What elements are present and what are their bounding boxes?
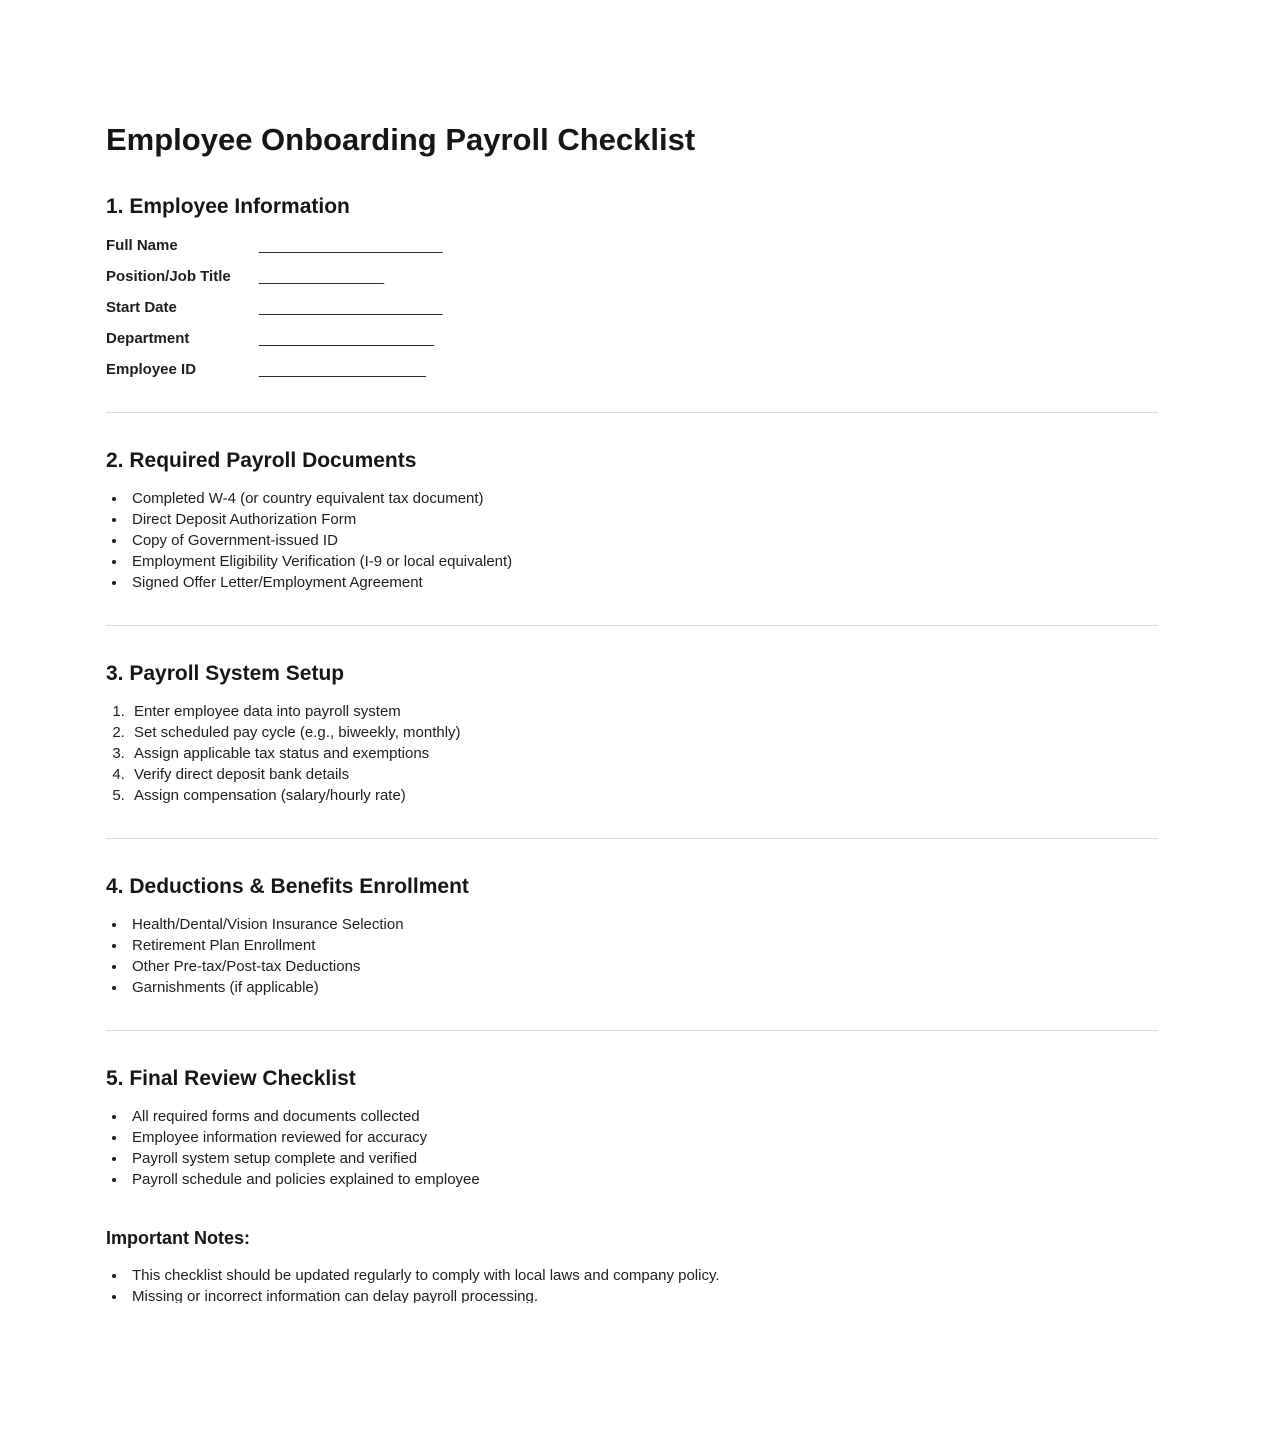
field-row-full-name [106, 235, 1158, 256]
field-row-start-date [106, 297, 1158, 318]
checklist-item: • Payroll system setup complete and verified [127, 1148, 1158, 1169]
field-row-department [106, 328, 1158, 349]
section-heading-required-documents: 2. Required Payroll Documents [106, 449, 417, 472]
field-label: Employee ID [106, 361, 197, 378]
page-title: Employee Onboarding Payroll Checklist [106, 122, 696, 157]
deductions-benefits-list [106, 914, 1158, 998]
checklist-item: • Employment Eligibility Verification (I-9 or local equivalent) [127, 551, 1158, 572]
section-heading-employee-information: 1. Employee Information [106, 195, 350, 218]
employee-information-fields [106, 235, 1158, 380]
field-blank-line: _______________ [259, 268, 385, 285]
section-heading-deductions-benefits: 4. Deductions & Benefits Enrollment [106, 875, 469, 898]
checklist-step: 1. Enter employee data into payroll system [129, 701, 1158, 722]
final-review-list [106, 1106, 1158, 1190]
field-blank-line: ____________________ [259, 361, 426, 378]
checklist-step: 3. Assign applicable tax status and exemptions [129, 743, 1158, 764]
section-heading-payroll-setup: 3. Payroll System Setup [106, 662, 345, 685]
section-divider [106, 1030, 1158, 1031]
checklist-item: • Payroll schedule and policies explained to employee [127, 1169, 1158, 1190]
note-item: • This checklist should be updated regularly to comply with local laws and company policy. [127, 1265, 1158, 1286]
field-blank-line: ______________________ [259, 237, 443, 254]
notes-heading: Important Notes: [106, 1228, 250, 1248]
checklist-step: 2. Set scheduled pay cycle (e.g., biweekly, monthly) [129, 722, 1158, 743]
field-blank-line: _____________________ [259, 330, 435, 347]
checklist-item: • Completed W-4 (or country equivalent tax document) [127, 488, 1158, 509]
field-label: Department [106, 330, 190, 347]
section-divider [106, 838, 1158, 839]
checklist-item: • Retirement Plan Enrollment [127, 935, 1158, 956]
section-divider [106, 412, 1158, 413]
field-label: Full Name [106, 237, 178, 254]
field-row-employee-id [106, 359, 1158, 380]
checklist-item: • Signed Offer Letter/Employment Agreement [127, 572, 1158, 593]
important-notes-list [106, 1265, 1158, 1303]
checklist-item: • Health/Dental/Vision Insurance Selection [127, 914, 1158, 935]
note-item: • Missing or incorrect information can delay payroll processing. [127, 1286, 1158, 1303]
field-row-position [106, 266, 1158, 287]
checklist-item: • Copy of Government-issued ID [127, 530, 1158, 551]
checklist-item: • Garnishments (if applicable) [127, 977, 1158, 998]
section-divider [106, 625, 1158, 626]
payroll-setup-steps [106, 701, 1158, 806]
required-documents-list [106, 488, 1158, 593]
field-label: Position/Job Title [106, 268, 231, 285]
checklist-item: • All required forms and documents collected [127, 1106, 1158, 1127]
checklist-step: 4. Verify direct deposit bank details [129, 764, 1158, 785]
field-blank-line: ______________________ [259, 299, 443, 316]
checklist-item: • Direct Deposit Authorization Form [127, 509, 1158, 530]
checklist-item: • Employee information reviewed for accuracy [127, 1127, 1158, 1148]
section-heading-final-review: 5. Final Review Checklist [106, 1067, 356, 1090]
field-label: Start Date [106, 299, 177, 316]
checklist-step: 5. Assign compensation (salary/hourly rate) [129, 785, 1158, 806]
checklist-item: • Other Pre-tax/Post-tax Deductions [127, 956, 1158, 977]
